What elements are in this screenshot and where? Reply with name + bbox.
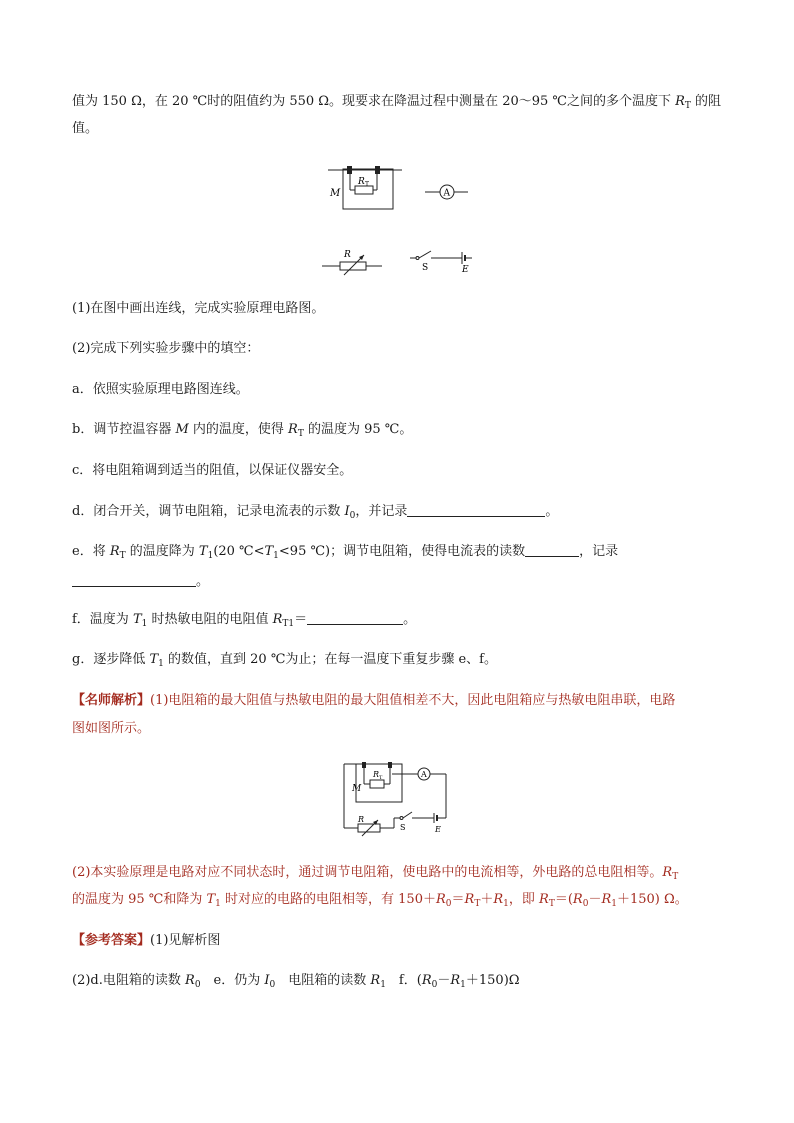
resistor-box-label: R bbox=[344, 250, 351, 260]
thermistor-subscript: T bbox=[379, 775, 383, 781]
text: 电阻箱的读数 bbox=[275, 973, 371, 988]
text: 时对应的电路的电阻相等，有 150＋ bbox=[220, 892, 436, 907]
answer-tag: 【参考答案】 bbox=[72, 933, 151, 948]
text: ，记录 bbox=[579, 544, 619, 559]
text: 的温度为 95 ℃。 bbox=[303, 422, 413, 437]
battery-label: E bbox=[462, 265, 469, 275]
answer-blank[interactable] bbox=[307, 612, 403, 625]
subscript: T bbox=[672, 872, 679, 882]
text: (2)d.电阻箱的读数 bbox=[72, 973, 186, 988]
switch-label: S bbox=[422, 263, 429, 273]
subscript: 0 bbox=[349, 511, 356, 521]
text: ＋150)Ω bbox=[465, 973, 520, 988]
subscript: 0 bbox=[269, 980, 276, 990]
circuit-solution-figure bbox=[338, 758, 462, 840]
text: 的温度降为 bbox=[125, 544, 199, 559]
text: f．温度为 bbox=[72, 612, 133, 627]
text: g．逐步降低 bbox=[72, 652, 150, 667]
subscript: T1 bbox=[282, 619, 295, 629]
subscript: 1 bbox=[158, 659, 164, 669]
text: b．调节控温容器 bbox=[72, 422, 176, 437]
symbol: R bbox=[464, 892, 475, 907]
symbol: R bbox=[675, 94, 685, 109]
text: e．仍为 bbox=[200, 973, 265, 988]
symbol: M bbox=[175, 422, 189, 437]
symbol: R bbox=[450, 973, 461, 988]
step-e-line-1 bbox=[72, 543, 618, 561]
symbol: T bbox=[198, 544, 208, 559]
thermistor-subscript: T bbox=[365, 181, 370, 188]
switch-label: S bbox=[400, 823, 406, 832]
ammeter-label: A bbox=[421, 770, 427, 779]
subscript: 0 bbox=[431, 980, 438, 990]
battery-label: E bbox=[435, 825, 441, 834]
step-d bbox=[72, 503, 558, 521]
thermistor-label: R bbox=[358, 177, 365, 187]
subscript: 1 bbox=[503, 899, 509, 909]
resistor-box-label: R bbox=[358, 815, 365, 824]
text: 。 bbox=[545, 504, 559, 519]
text: (20 ℃< bbox=[213, 544, 265, 559]
text: ＋150) Ω。 bbox=[616, 892, 688, 907]
text: 。 bbox=[196, 574, 210, 589]
analysis-line-1 bbox=[72, 692, 675, 710]
ammeter-label: A bbox=[443, 188, 450, 199]
container-label: M bbox=[352, 784, 362, 794]
symbol: I bbox=[344, 504, 350, 519]
subscript: T bbox=[684, 101, 691, 111]
step-g bbox=[72, 651, 497, 669]
text: 。 bbox=[403, 612, 417, 627]
text: (1)见解析图 bbox=[150, 933, 221, 948]
symbol: T bbox=[149, 652, 159, 667]
text: (2)本实验原理是电路对应不同状态时，通过调节电阻箱，使电路中的电流相等，外电路的总电阻相等。 bbox=[72, 865, 663, 880]
symbol: R bbox=[662, 865, 673, 880]
text: ，并记录 bbox=[355, 504, 408, 519]
subscript: 1 bbox=[380, 980, 386, 990]
symbol: T bbox=[206, 892, 216, 907]
answer-blank[interactable] bbox=[525, 544, 579, 557]
text: 值为 150 Ω，在 20 ℃时的阻值约为 550 Ω。现要求在降温过程中测量在 20～95 ℃之间的多个温度下 bbox=[72, 94, 676, 109]
symbol: R bbox=[421, 973, 432, 988]
subscript: 1 bbox=[611, 899, 617, 909]
step-e-line-2 bbox=[72, 573, 209, 591]
text: <95 ℃)；调节电阻箱，使得电流表的读数 bbox=[278, 544, 526, 559]
answer-line-2 bbox=[72, 972, 520, 990]
subscript: T bbox=[548, 899, 555, 909]
subscript: 0 bbox=[445, 899, 452, 909]
text: 的阻 bbox=[690, 94, 722, 109]
thermistor-label: R bbox=[373, 770, 380, 779]
symbol: R bbox=[370, 973, 381, 988]
text: e．将 bbox=[72, 544, 110, 559]
answer-line-1 bbox=[72, 932, 220, 950]
text: f．( bbox=[385, 973, 422, 988]
symbol: R bbox=[572, 892, 583, 907]
analysis-tag: 【名师解析】 bbox=[72, 693, 151, 708]
text: 的数值，直到 20 ℃为止；在每一温度下重复步骤 e、f。 bbox=[163, 652, 497, 667]
symbol: I bbox=[264, 973, 270, 988]
step-f bbox=[72, 611, 416, 629]
subscript: T bbox=[474, 899, 481, 909]
subscript: 0 bbox=[582, 899, 589, 909]
symbol: R bbox=[601, 892, 612, 907]
text: ＝ bbox=[451, 892, 465, 907]
symbol: R bbox=[109, 544, 120, 559]
subscript: T bbox=[297, 429, 304, 439]
symbol: R bbox=[272, 612, 283, 627]
subscript: 1 bbox=[141, 619, 148, 629]
answer-blank[interactable] bbox=[407, 504, 545, 517]
analysis-line-3 bbox=[72, 864, 678, 882]
analysis-line-4 bbox=[72, 891, 688, 909]
symbol: R bbox=[539, 892, 549, 907]
symbol: R bbox=[435, 892, 446, 907]
text: 的温度为 95 ℃和降为 bbox=[72, 892, 207, 907]
text: ＝ bbox=[294, 612, 308, 627]
subscript: 1 bbox=[207, 551, 214, 561]
answer-blank[interactable] bbox=[72, 574, 196, 587]
subscript: 1 bbox=[215, 899, 221, 909]
question-2: (2)完成下列实验步骤中的填空： bbox=[72, 341, 260, 356]
problem-line-2: 值。 bbox=[72, 121, 99, 136]
step-a: a．依照实验原理电路图连线。 bbox=[72, 382, 249, 397]
container-label: M bbox=[330, 188, 341, 199]
symbol: T bbox=[264, 544, 274, 559]
text: ＋ bbox=[480, 892, 494, 907]
subscript: 1 bbox=[273, 551, 279, 561]
symbol: R bbox=[288, 422, 298, 437]
problem-line-1 bbox=[72, 93, 721, 111]
subscript: 1 bbox=[460, 980, 466, 990]
circuit-components-figure bbox=[310, 160, 490, 280]
text: ＝( bbox=[554, 892, 573, 907]
text: (1)电阻箱的最大阻值与热敏电阻的最大阻值相差不大，因此电阻箱应与热敏电阻串联，电路 bbox=[150, 693, 676, 708]
symbol: T bbox=[132, 612, 142, 627]
symbol: R bbox=[493, 892, 504, 907]
question-1: (1)在图中画出连线，完成实验原理电路图。 bbox=[72, 301, 325, 316]
text: － bbox=[437, 973, 451, 988]
analysis-line-2: 图如图所示。 bbox=[72, 721, 151, 736]
subscript: T bbox=[119, 551, 126, 561]
text: － bbox=[588, 892, 602, 907]
text: d．闭合开关，调节电阻箱，记录电流表的示数 bbox=[72, 504, 345, 519]
symbol: R bbox=[185, 973, 195, 988]
text: 内的温度，使得 bbox=[188, 422, 289, 437]
step-c: c．将电阻箱调到适当的阻值，以保证仪器安全。 bbox=[72, 463, 353, 478]
text: 时热敏电阻的电阻值 bbox=[147, 612, 273, 627]
subscript: 0 bbox=[194, 980, 201, 990]
step-b bbox=[72, 421, 412, 439]
text: ，即 bbox=[508, 892, 540, 907]
